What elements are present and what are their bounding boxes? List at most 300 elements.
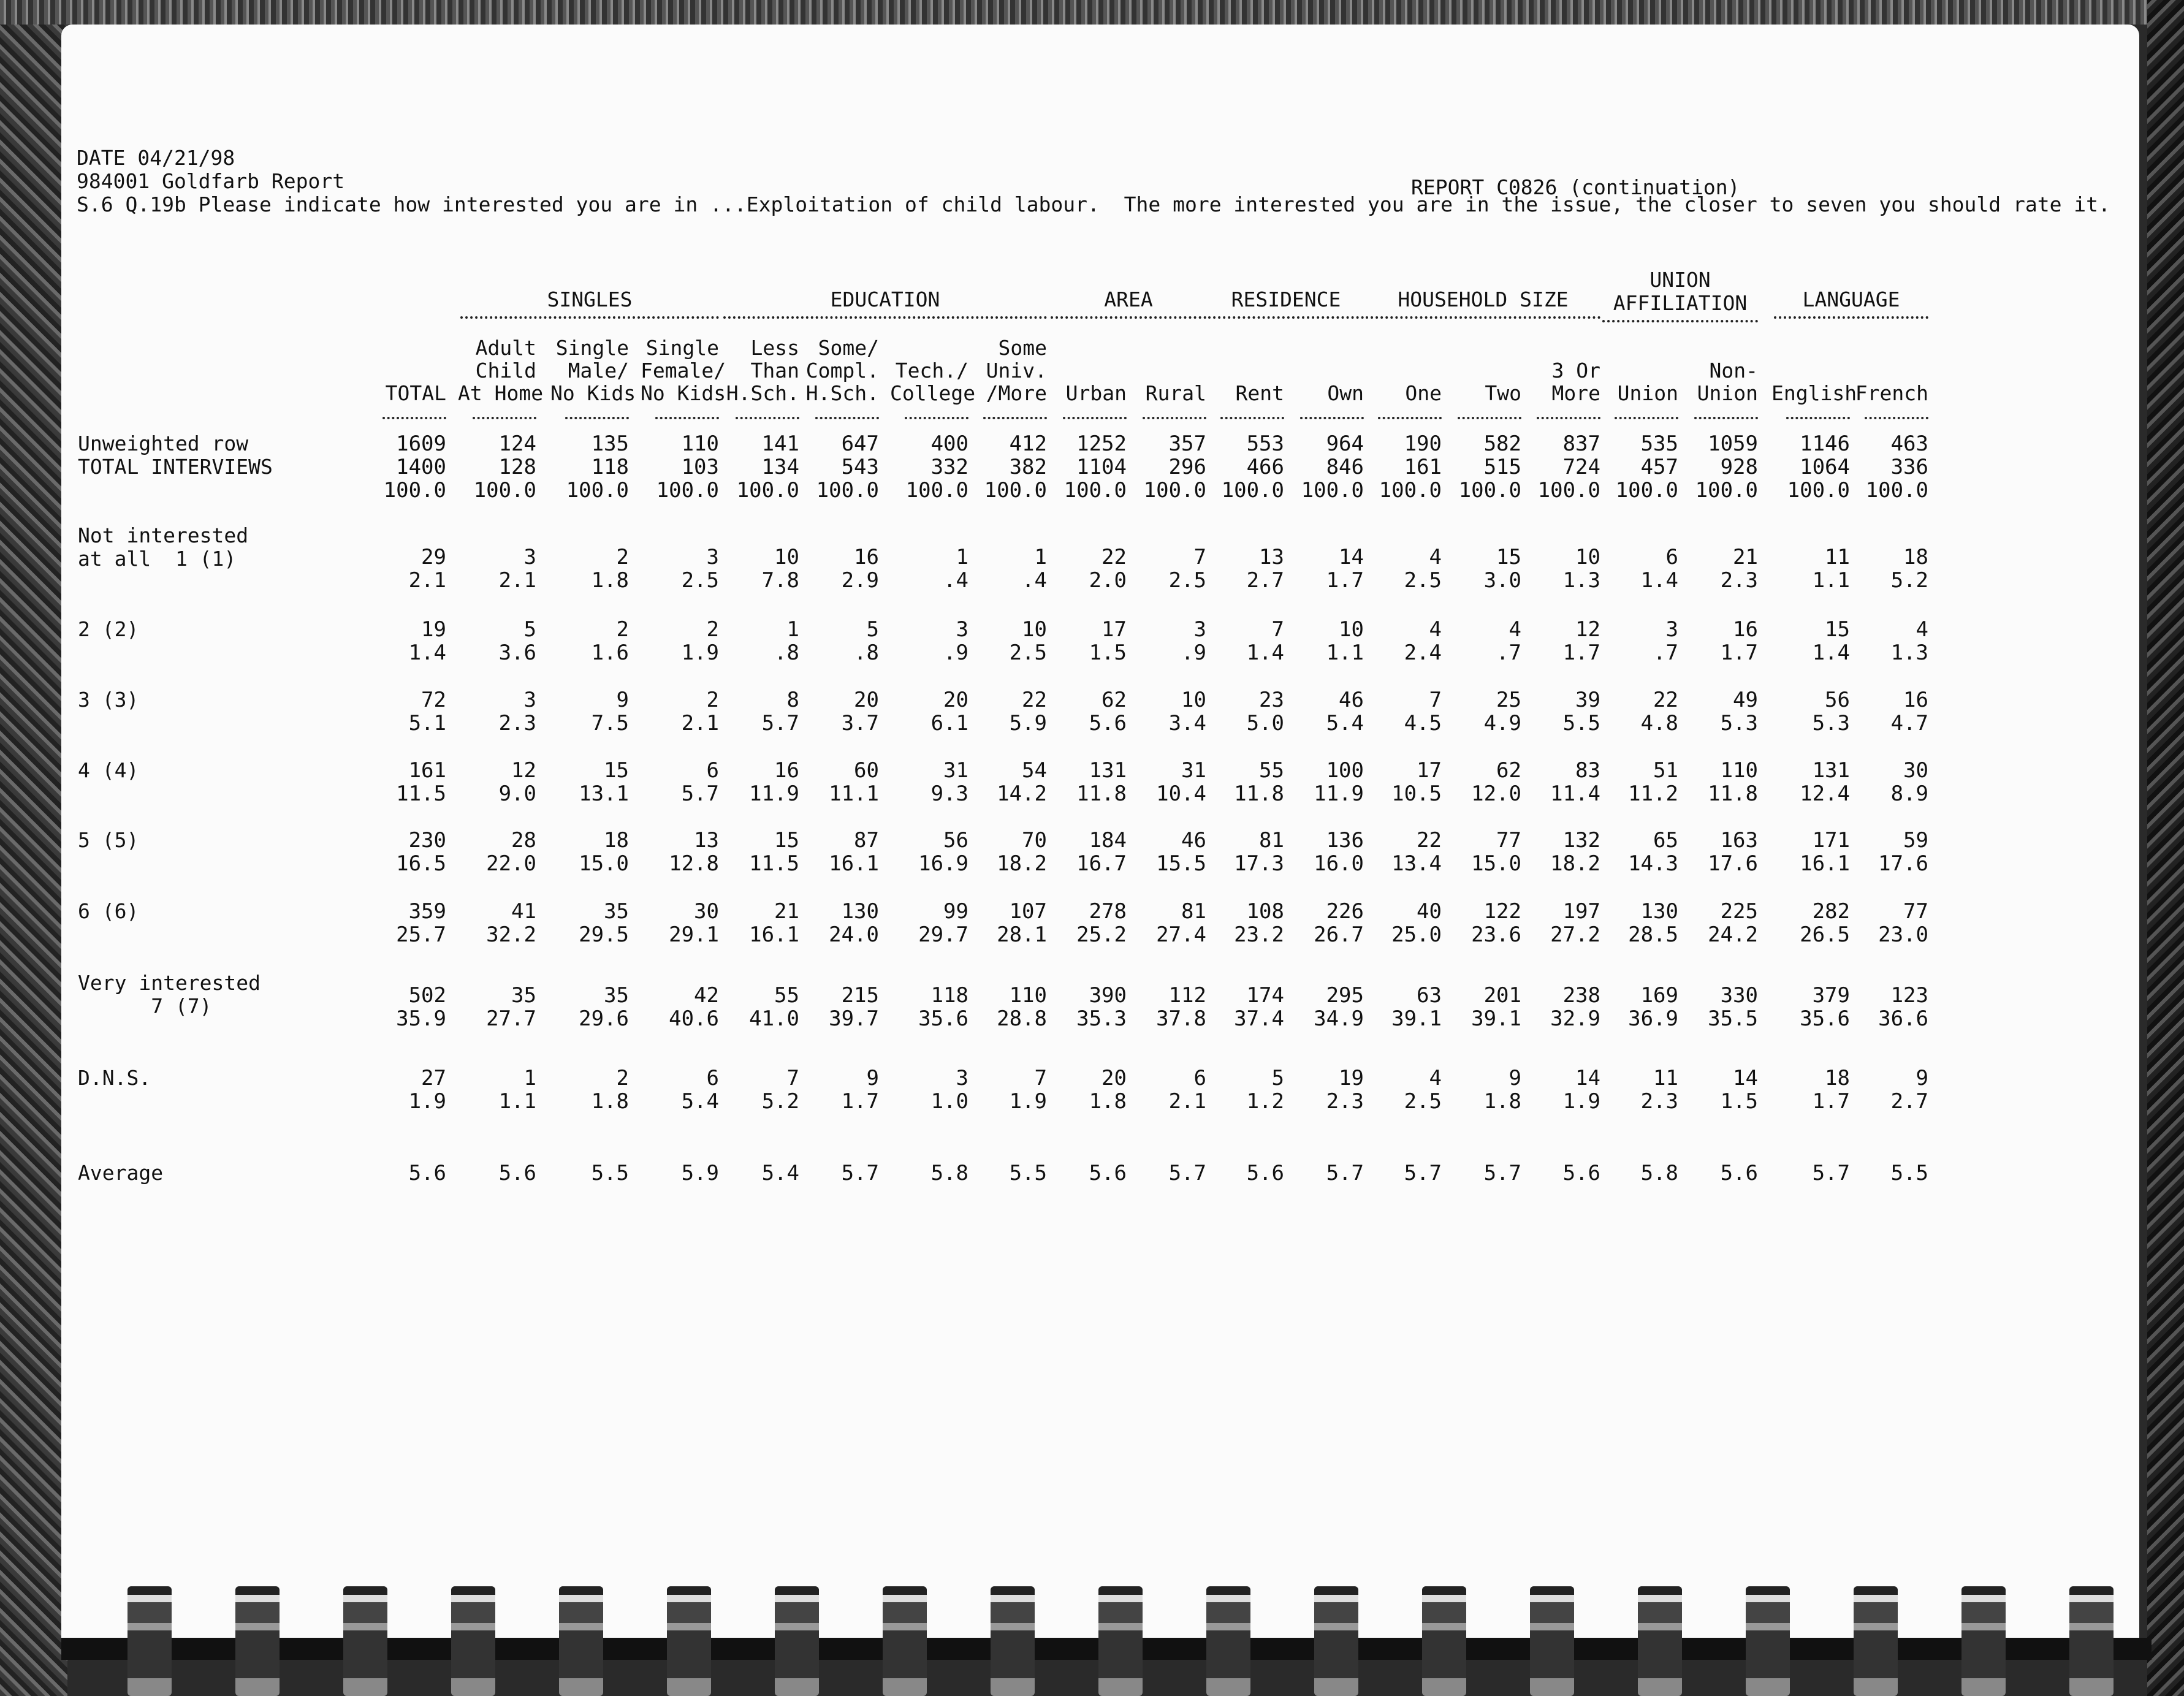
report-code: REPORT C0826 (continuation) — [1411, 175, 1740, 199]
table-cell: 1.4 — [1246, 641, 1284, 665]
table-cell: 2.1 — [1168, 1089, 1206, 1114]
table-cell: 2.3 — [1720, 568, 1758, 593]
row-label: 6 (6) — [78, 899, 139, 923]
column-header-rule — [655, 417, 719, 419]
table-cell: 928 — [1720, 455, 1758, 479]
table-cell: 118 — [930, 983, 968, 1008]
table-cell: 141 — [761, 432, 799, 456]
table-cell: 357 — [1168, 432, 1206, 456]
table-cell: 1059 — [1708, 432, 1758, 456]
table-cell: 5.6 — [1720, 1161, 1758, 1185]
table-cell: 5.7 — [681, 781, 719, 806]
table-cell: 63 — [1417, 983, 1442, 1008]
binding-ring — [1961, 1586, 2006, 1696]
binding-ring — [1638, 1586, 1682, 1696]
table-cell: 16.9 — [918, 851, 968, 876]
column-header-label: Tech./ College — [890, 359, 976, 405]
table-cell: 17 — [1417, 758, 1442, 783]
column-header — [1600, 313, 1678, 405]
row-label: D.N.S. — [78, 1066, 151, 1090]
table-cell: 6 — [1193, 1066, 1206, 1090]
table-cell: 100.0 — [1537, 478, 1600, 503]
table-cell: 5.5 — [1890, 1161, 1928, 1185]
column-header-label: Single Male/ No Kids — [550, 336, 636, 405]
table-cell: 123 — [1890, 983, 1928, 1008]
table-cell: 110 — [681, 432, 719, 456]
table-cell: 36.9 — [1628, 1006, 1678, 1031]
column-header — [1048, 313, 1127, 405]
table-cell: 295 — [1326, 983, 1364, 1008]
column-header — [801, 313, 879, 405]
table-cell: 5.7 — [1404, 1161, 1442, 1185]
table-cell: 7 — [1429, 688, 1442, 712]
table-cell: 17.6 — [1878, 851, 1928, 876]
table-cell: 5.3 — [1812, 711, 1850, 736]
table-cell: 35.3 — [1076, 1006, 1127, 1031]
table-cell: 5.4 — [761, 1161, 799, 1185]
table-cell: 5.4 — [681, 1089, 719, 1114]
table-cell: 6.1 — [930, 711, 968, 736]
table-cell: 100.0 — [1379, 478, 1442, 503]
binding-ring — [883, 1586, 927, 1696]
table-cell: 5.7 — [1812, 1161, 1850, 1185]
table-cell: 100.0 — [1221, 478, 1284, 503]
row-label: 2 (2) — [78, 617, 139, 641]
table-cell: 17.6 — [1708, 851, 1758, 876]
table-cell: 1.1 — [498, 1089, 536, 1114]
table-cell: 15.5 — [1156, 851, 1206, 876]
table-cell: 12.8 — [669, 851, 719, 876]
table-cell: 1.4 — [1640, 568, 1678, 593]
table-cell: 535 — [1640, 432, 1678, 456]
table-cell: 1104 — [1076, 455, 1127, 479]
table-cell: .8 — [854, 641, 879, 665]
table-cell: 77 — [1496, 828, 1521, 853]
column-header — [721, 313, 799, 405]
table-cell: 81 — [1181, 899, 1206, 924]
table-cell: 19 — [421, 617, 446, 642]
column-header — [458, 313, 544, 405]
table-cell: 1.8 — [1089, 1089, 1127, 1114]
table-cell: 1609 — [396, 432, 446, 456]
table-cell: 10.4 — [1156, 781, 1206, 806]
table-cell: 51 — [1653, 758, 1678, 783]
table-cell: 1 — [523, 1066, 536, 1090]
column-header — [1363, 313, 1442, 405]
table-cell: 136 — [1326, 828, 1364, 853]
table-cell: 7.5 — [591, 711, 629, 736]
table-cell: 16.7 — [1076, 851, 1127, 876]
table-cell: 35.5 — [1708, 1006, 1758, 1031]
table-cell: 16.0 — [1314, 851, 1364, 876]
table-cell: 3 — [1193, 617, 1206, 642]
table-cell: 1.5 — [1089, 641, 1127, 665]
column-header-rule — [1458, 417, 1521, 419]
table-cell: 100.0 — [383, 478, 446, 503]
column-header-rule — [1537, 417, 1600, 419]
table-cell: 128 — [498, 455, 536, 479]
table-cell: 2.3 — [1640, 1089, 1678, 1114]
table-cell: 10.5 — [1391, 781, 1442, 806]
table-cell: 11 — [1653, 1066, 1678, 1090]
binding-ring — [235, 1586, 280, 1696]
table-cell: 13 — [1259, 545, 1284, 569]
table-cell: 4.9 — [1483, 711, 1521, 736]
column-header-rule — [382, 417, 446, 419]
table-cell: 230 — [408, 828, 446, 853]
table-cell: 5.5 — [1562, 711, 1600, 736]
column-header-rule — [983, 417, 1047, 419]
table-cell: 5.6 — [1562, 1161, 1600, 1185]
table-cell: 2.7 — [1246, 568, 1284, 593]
table-cell: 32.9 — [1550, 1006, 1600, 1031]
table-cell: 18 — [1903, 545, 1928, 569]
table-cell: 201 — [1483, 983, 1521, 1008]
table-cell: 37.8 — [1156, 1006, 1206, 1031]
table-cell: 22.0 — [486, 851, 536, 876]
table-cell: 62 — [1496, 758, 1521, 783]
column-header-rule — [1063, 417, 1127, 419]
table-cell: 2.1 — [408, 568, 446, 593]
table-cell: .7 — [1496, 641, 1521, 665]
binding-ring — [127, 1586, 172, 1696]
table-cell: 15 — [604, 758, 629, 783]
table-cell: 31 — [943, 758, 968, 783]
column-header-rule — [1220, 417, 1284, 419]
table-cell: 81 — [1259, 828, 1284, 853]
column-header-label: Less Than H.Sch. — [726, 336, 799, 405]
table-cell: 130 — [1640, 899, 1678, 924]
table-cell: 21 — [774, 899, 799, 924]
column-header-label: One — [1405, 381, 1442, 405]
table-cell: 3 — [523, 545, 536, 569]
column-header — [1522, 313, 1600, 405]
table-cell: 16.1 — [749, 922, 799, 947]
table-cell: 1.8 — [591, 1089, 629, 1114]
table-cell: 161 — [408, 758, 446, 783]
table-cell: 55 — [774, 983, 799, 1008]
table-cell: 1.2 — [1246, 1089, 1284, 1114]
table-cell: 59 — [1903, 828, 1928, 853]
table-cell: 15 — [1825, 617, 1850, 642]
group-header-label: LANGUAGE — [1802, 287, 1900, 311]
table-cell: 5.7 — [1326, 1161, 1364, 1185]
table-cell: 19 — [1339, 1066, 1364, 1090]
table-cell: 110 — [1009, 983, 1047, 1008]
group-header-label: AREA — [1104, 287, 1153, 311]
table-cell: 5.7 — [761, 711, 799, 736]
column-header-rule — [1143, 417, 1206, 419]
column-header — [1680, 313, 1758, 405]
table-cell: 5.2 — [1890, 568, 1928, 593]
table-cell: .4 — [943, 568, 968, 593]
table-cell: 3 — [1665, 617, 1678, 642]
table-cell: 99 — [943, 899, 968, 924]
table-cell: 18.2 — [1550, 851, 1600, 876]
table-cell: 2.3 — [498, 711, 536, 736]
table-cell: 26.7 — [1314, 922, 1364, 947]
table-cell: 184 — [1089, 828, 1127, 853]
table-cell: 1.4 — [1812, 641, 1850, 665]
table-cell: 23.0 — [1878, 922, 1928, 947]
table-cell: 13.4 — [1391, 851, 1442, 876]
binding-ring — [1530, 1586, 1574, 1696]
column-header — [1285, 313, 1364, 405]
table-cell: 23.6 — [1471, 922, 1521, 947]
table-cell: 11.1 — [829, 781, 879, 806]
table-cell: 131 — [1812, 758, 1850, 783]
table-cell: 56 — [1825, 688, 1850, 712]
table-cell: 5.2 — [761, 1089, 799, 1114]
binding-ring — [1314, 1586, 1358, 1696]
table-cell: 20 — [1102, 1066, 1127, 1090]
table-cell: 3 — [706, 545, 719, 569]
row-label: Average — [78, 1161, 164, 1185]
table-cell: 15.0 — [579, 851, 629, 876]
table-cell: 9 — [1509, 1066, 1521, 1090]
table-cell: 124 — [498, 432, 536, 456]
table-cell: 2.5 — [1168, 568, 1206, 593]
table-cell: 1.7 — [1562, 641, 1600, 665]
table-cell: 4 — [1509, 617, 1521, 642]
table-cell: 1.9 — [681, 641, 719, 665]
table-cell: 25.7 — [396, 922, 446, 947]
column-header-label: Adult Child At Home — [458, 336, 544, 405]
table-cell: 463 — [1890, 432, 1928, 456]
table-cell: 2.3 — [1326, 1089, 1364, 1114]
table-cell: 1.3 — [1890, 641, 1928, 665]
table-cell: 100 — [1326, 758, 1364, 783]
column-header — [550, 313, 636, 405]
table-cell: 18 — [604, 828, 629, 853]
table-cell: 2 — [616, 617, 629, 642]
table-cell: 4.8 — [1640, 711, 1678, 736]
report-title: 984001 Goldfarb Report — [77, 169, 345, 193]
table-cell: 5 — [866, 617, 879, 642]
table-cell: 110 — [1720, 758, 1758, 783]
column-header — [1206, 313, 1284, 405]
table-cell: 15.0 — [1471, 851, 1521, 876]
table-cell: 12.0 — [1471, 781, 1521, 806]
table-cell: 25 — [1496, 688, 1521, 712]
table-cell: 1.9 — [408, 1089, 446, 1114]
table-cell: 11.5 — [396, 781, 446, 806]
table-cell: 7 — [1034, 1066, 1047, 1090]
table-cell: 515 — [1483, 455, 1521, 479]
table-cell: 46 — [1339, 688, 1364, 712]
column-header-rule — [815, 417, 879, 419]
table-cell: 107 — [1009, 899, 1047, 924]
table-cell: 5.5 — [591, 1161, 629, 1185]
table-cell: 171 — [1812, 828, 1850, 853]
table-cell: 330 — [1720, 983, 1758, 1008]
table-cell: 70 — [1022, 828, 1047, 853]
table-cell: 724 — [1562, 455, 1600, 479]
table-cell: 10 — [1575, 545, 1600, 569]
column-header-rule — [1786, 417, 1850, 419]
binding-ring — [343, 1586, 387, 1696]
table-cell: 1.8 — [1483, 1089, 1521, 1114]
table-cell: 11.8 — [1234, 781, 1284, 806]
table-cell: 2.5 — [1009, 641, 1047, 665]
table-cell: 1.5 — [1720, 1089, 1758, 1114]
table-cell: 22 — [1102, 545, 1127, 569]
table-cell: 14.2 — [997, 781, 1047, 806]
table-cell: 100.0 — [984, 478, 1047, 503]
table-cell: 1.1 — [1812, 568, 1850, 593]
table-cell: 35.6 — [918, 1006, 968, 1031]
table-cell: 11.8 — [1076, 781, 1127, 806]
row-label: Very interested 7 (7) — [78, 971, 261, 1018]
table-cell: 7 — [1271, 617, 1284, 642]
table-cell: 9 — [866, 1066, 879, 1090]
table-cell: 14 — [1339, 545, 1364, 569]
table-cell: 27 — [421, 1066, 446, 1090]
table-cell: 1.7 — [1812, 1089, 1850, 1114]
table-cell: 4 — [1429, 545, 1442, 569]
table-cell: 1.1 — [1326, 641, 1364, 665]
table-cell: 11.9 — [749, 781, 799, 806]
table-cell: 35 — [604, 983, 629, 1008]
table-cell: 390 — [1089, 983, 1127, 1008]
table-cell: 27.4 — [1156, 922, 1206, 947]
table-cell: 225 — [1720, 899, 1758, 924]
table-cell: 25.2 — [1076, 922, 1127, 947]
binding-ring — [2069, 1586, 2114, 1696]
column-header-label: French — [1855, 381, 1928, 405]
column-header — [890, 313, 976, 405]
column-header-label: Rural — [1145, 381, 1206, 405]
table-cell: 20 — [943, 688, 968, 712]
table-cell: 5.9 — [681, 1161, 719, 1185]
table-cell: 72 — [421, 688, 446, 712]
table-cell: 5 — [1271, 1066, 1284, 1090]
table-cell: 27.7 — [486, 1006, 536, 1031]
table-cell: 1 — [786, 617, 799, 642]
binding-ring — [451, 1586, 495, 1696]
table-cell: 2 — [616, 545, 629, 569]
table-cell: 12.4 — [1800, 781, 1850, 806]
column-header — [1443, 313, 1521, 405]
table-cell: 10 — [774, 545, 799, 569]
table-cell: 39 — [1575, 688, 1600, 712]
binder-right-edge — [2147, 0, 2184, 1696]
table-cell: 2.7 — [1890, 1089, 1928, 1114]
binding-ring — [1746, 1586, 1790, 1696]
table-cell: 2.5 — [1404, 568, 1442, 593]
table-cell: 3.0 — [1483, 568, 1521, 593]
table-cell: 5.0 — [1246, 711, 1284, 736]
table-cell: 36.6 — [1878, 1006, 1928, 1031]
table-cell: 2 — [616, 1066, 629, 1090]
table-cell: 4.5 — [1404, 711, 1442, 736]
table-cell: 32.2 — [486, 922, 536, 947]
column-header-rule — [905, 417, 968, 419]
table-cell: 1 — [956, 545, 968, 569]
column-header-label: 3 Or More — [1551, 359, 1600, 405]
table-cell: 174 — [1246, 983, 1284, 1008]
table-cell: 22 — [1022, 688, 1047, 712]
table-cell: 400 — [930, 432, 968, 456]
column-header — [1128, 313, 1206, 405]
table-cell: 4 — [1916, 617, 1928, 642]
column-header-label: Own — [1327, 381, 1364, 405]
table-cell: 11.9 — [1314, 781, 1364, 806]
table-cell: 2.0 — [1089, 568, 1127, 593]
table-cell: 169 — [1640, 983, 1678, 1008]
binding-ring — [1854, 1586, 1898, 1696]
binding-ring — [667, 1586, 711, 1696]
table-cell: 5.5 — [1009, 1161, 1047, 1185]
table-cell: 35.6 — [1800, 1006, 1850, 1031]
table-cell: 1.4 — [408, 641, 446, 665]
table-cell: 11.5 — [749, 851, 799, 876]
table-cell: 7 — [1193, 545, 1206, 569]
table-cell: 28.5 — [1628, 922, 1678, 947]
table-cell: 42 — [694, 983, 719, 1008]
table-cell: 543 — [841, 455, 879, 479]
table-cell: 5.7 — [1483, 1161, 1521, 1185]
binding-ring — [1206, 1586, 1250, 1696]
table-cell: 1 — [1034, 545, 1047, 569]
binding-ring — [1098, 1586, 1143, 1696]
row-label: 3 (3) — [78, 688, 139, 712]
group-header-label: HOUSEHOLD SIZE — [1398, 287, 1569, 311]
column-header-rule — [1378, 417, 1442, 419]
table-cell: 161 — [1404, 455, 1442, 479]
column-header-rule — [565, 417, 629, 419]
table-cell: .9 — [1181, 641, 1206, 665]
table-cell: 190 — [1404, 432, 1442, 456]
column-header — [968, 313, 1047, 405]
table-cell: 87 — [854, 828, 879, 853]
table-cell: 35 — [604, 899, 629, 924]
binding-ring — [1422, 1586, 1466, 1696]
table-cell: 1.7 — [1720, 641, 1758, 665]
table-cell: 11.2 — [1628, 781, 1678, 806]
table-cell: 5.8 — [930, 1161, 968, 1185]
table-cell: 332 — [930, 455, 968, 479]
table-cell: 5 — [523, 617, 536, 642]
table-cell: 14.3 — [1628, 851, 1678, 876]
column-header-rule — [1615, 417, 1678, 419]
table-cell: 24.0 — [829, 922, 879, 947]
column-header-label: Two — [1485, 381, 1521, 405]
table-cell: 16 — [1903, 688, 1928, 712]
table-cell: 100.0 — [1458, 478, 1521, 503]
table-cell: 11.8 — [1708, 781, 1758, 806]
table-cell: 8.9 — [1890, 781, 1928, 806]
table-cell: 10 — [1022, 617, 1047, 642]
column-header-rule — [473, 417, 536, 419]
table-cell: .4 — [1022, 568, 1047, 593]
group-header-label: UNION AFFILIATION — [1613, 268, 1748, 315]
table-cell: 17 — [1102, 617, 1127, 642]
table-cell: 5.3 — [1720, 711, 1758, 736]
table-cell: 29.5 — [579, 922, 629, 947]
table-cell: 6 — [706, 758, 719, 783]
table-cell: 112 — [1168, 983, 1206, 1008]
binding-ring — [775, 1586, 819, 1696]
table-cell: 10 — [1339, 617, 1364, 642]
table-cell: 359 — [408, 899, 446, 924]
table-cell: 28 — [511, 828, 536, 853]
table-cell: 34.9 — [1314, 1006, 1364, 1031]
table-cell: 3 — [956, 1066, 968, 1090]
table-cell: 1.7 — [841, 1089, 879, 1114]
binding-ring — [991, 1586, 1035, 1696]
table-cell: 3.7 — [841, 711, 879, 736]
